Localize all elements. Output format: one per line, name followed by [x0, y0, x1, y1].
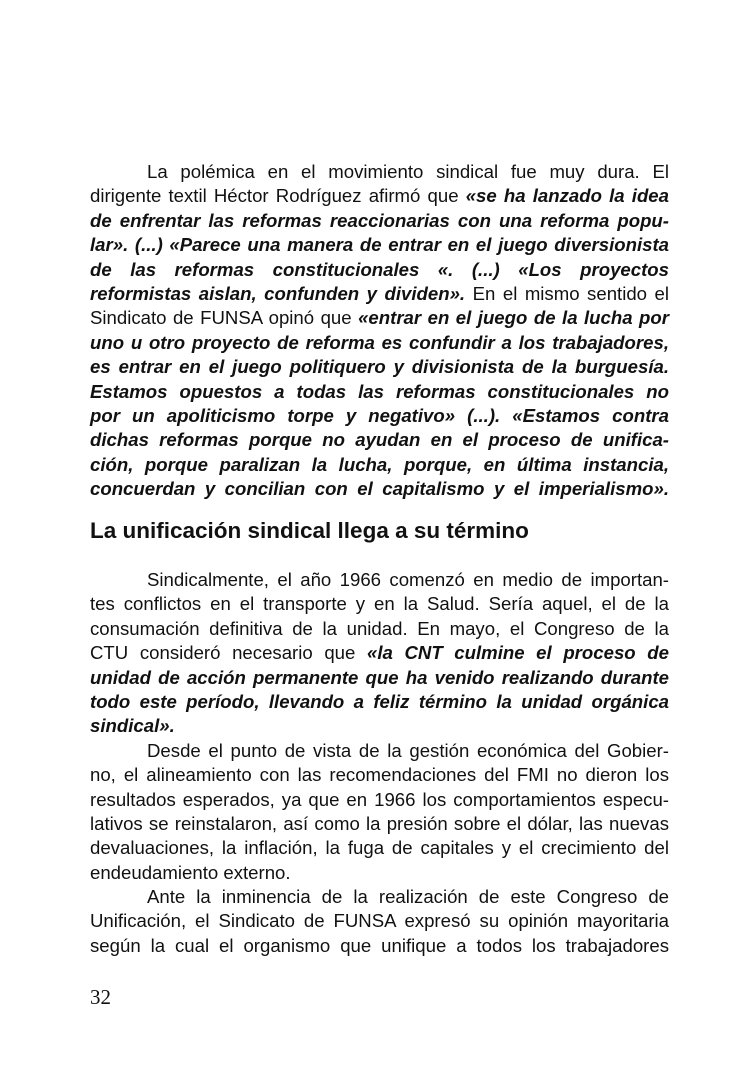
quoted-text: «entrar en el juego de la lucha por — [358, 307, 670, 329]
text-run: Unificación, el Sindicato de FUNSA expresó su opinión mayoritaria — [90, 910, 669, 932]
paragraph-line — [90, 380, 669, 404]
paragraph-line — [90, 690, 669, 714]
text-run: resultados esperados, ya que en 1966 los comportamientos especu- — [90, 788, 669, 810]
text-run: no, el alineamiento con las recomendaciones del FMI no dieron los — [90, 764, 669, 786]
quoted-text: «se ha lanzado la idea — [465, 185, 669, 207]
paragraph-line — [90, 592, 669, 616]
paragraph-line — [90, 209, 669, 233]
text-run: Sindicalmente, el año 1966 comenzó en medio de importan- — [147, 569, 669, 590]
paragraph-line — [90, 739, 669, 763]
text-run: dirigente textil Héctor Rodríguez afirmó que — [90, 185, 466, 207]
paragraph-line — [90, 258, 669, 282]
paragraph-line — [90, 812, 669, 836]
quoted-text: por un apoliticismo torpe y negativo» (...). «Estamos contra — [90, 404, 669, 426]
paragraph-line — [90, 355, 669, 379]
paragraph-line — [90, 666, 669, 690]
text-run: La polémica en el movimiento sindical fue muy dura. El — [147, 161, 669, 182]
text-run: lativos se reinstalaron, así como la presión sobre el dólar, las nuevas — [90, 812, 669, 834]
text-run: Ante la inminencia de la realización de este Congreso de — [147, 886, 669, 908]
paragraph-line — [90, 160, 669, 184]
paragraph-line — [90, 763, 669, 787]
text-run: según la cual el organismo que unifique a todos los trabajadores — [90, 934, 669, 956]
text-run: consumación definitiva de la unidad. En mayo, el Congreso de la — [90, 617, 669, 639]
quoted-text: es entrar en el juego politiquero y divisionista de la burguesía. — [90, 356, 669, 378]
text-run: tes conflictos en el transporte y en la Salud. Sería aquel, el de la — [90, 593, 669, 615]
paragraph-line — [90, 861, 669, 885]
paragraph-line — [90, 282, 669, 306]
quoted-text: concuerdan y concilian con el capitalismo y el imperialismo». — [90, 478, 669, 500]
body-text-top — [90, 160, 669, 501]
paragraph-line — [90, 568, 669, 592]
paragraph-line — [90, 836, 669, 860]
quoted-text: lar». (...) «Parece una manera de entrar en el juego diversionista — [90, 234, 669, 256]
quoted-text: de enfrentar las reformas reaccionarias con una reforma popu- — [90, 209, 669, 231]
quoted-text: «la CNT culmine el proceso de — [366, 642, 669, 664]
paragraph-line — [90, 617, 669, 641]
body-text-bottom — [90, 568, 669, 958]
text-run: CTU consideró necesario que — [90, 642, 367, 664]
text-run: Desde el punto de vista de la gestión económica del Gobier- — [147, 739, 669, 761]
paragraph-line — [90, 909, 669, 933]
paragraph-line — [90, 428, 669, 452]
paragraph-line — [90, 714, 669, 738]
paragraph-line — [90, 885, 669, 909]
quoted-text: dichas reformas porque no ayudan en el proceso de unifica- — [90, 429, 669, 451]
quoted-text: ción, porque paralizan la lucha, porque, en última instancia, — [90, 453, 669, 475]
quoted-text: todo este período, llevando a feliz término la unidad orgánica — [90, 690, 669, 712]
text-run: endeudamiento externo. — [90, 861, 291, 883]
paragraph-line — [90, 184, 669, 208]
quoted-text: uno u otro proyecto de reforma es confundir a los trabajadores, — [90, 331, 669, 353]
quoted-text: unidad de acción permanente que ha venido realizando durante — [90, 666, 669, 688]
paragraph-line — [90, 331, 669, 355]
section-heading: La unificación sindical llega a su término — [90, 518, 529, 543]
paragraph-line — [90, 934, 669, 958]
paragraph-line — [90, 233, 669, 257]
quoted-text: de las reformas constitucionales «. (...) «Los proyectos — [90, 258, 669, 280]
paragraph-line — [90, 306, 669, 330]
paragraph-line — [90, 404, 669, 428]
paragraph-line — [90, 641, 669, 665]
text-run: En el mismo sentido el — [465, 282, 669, 304]
quoted-text: reformistas aislan, confunden y dividen». — [90, 282, 466, 304]
quoted-text: Estamos opuestos a todas las reformas constitucionales no — [90, 380, 669, 402]
text-run: devaluaciones, la inflación, la fuga de capitales y el crecimiento del — [90, 837, 669, 859]
paragraph-line — [90, 788, 669, 812]
quoted-text: sindical». — [90, 715, 175, 737]
paragraph-line — [90, 453, 669, 477]
paragraph-line — [90, 477, 669, 501]
page-number: 32 — [90, 985, 111, 1009]
text-run: Sindicato de FUNSA opinó que — [90, 307, 359, 329]
